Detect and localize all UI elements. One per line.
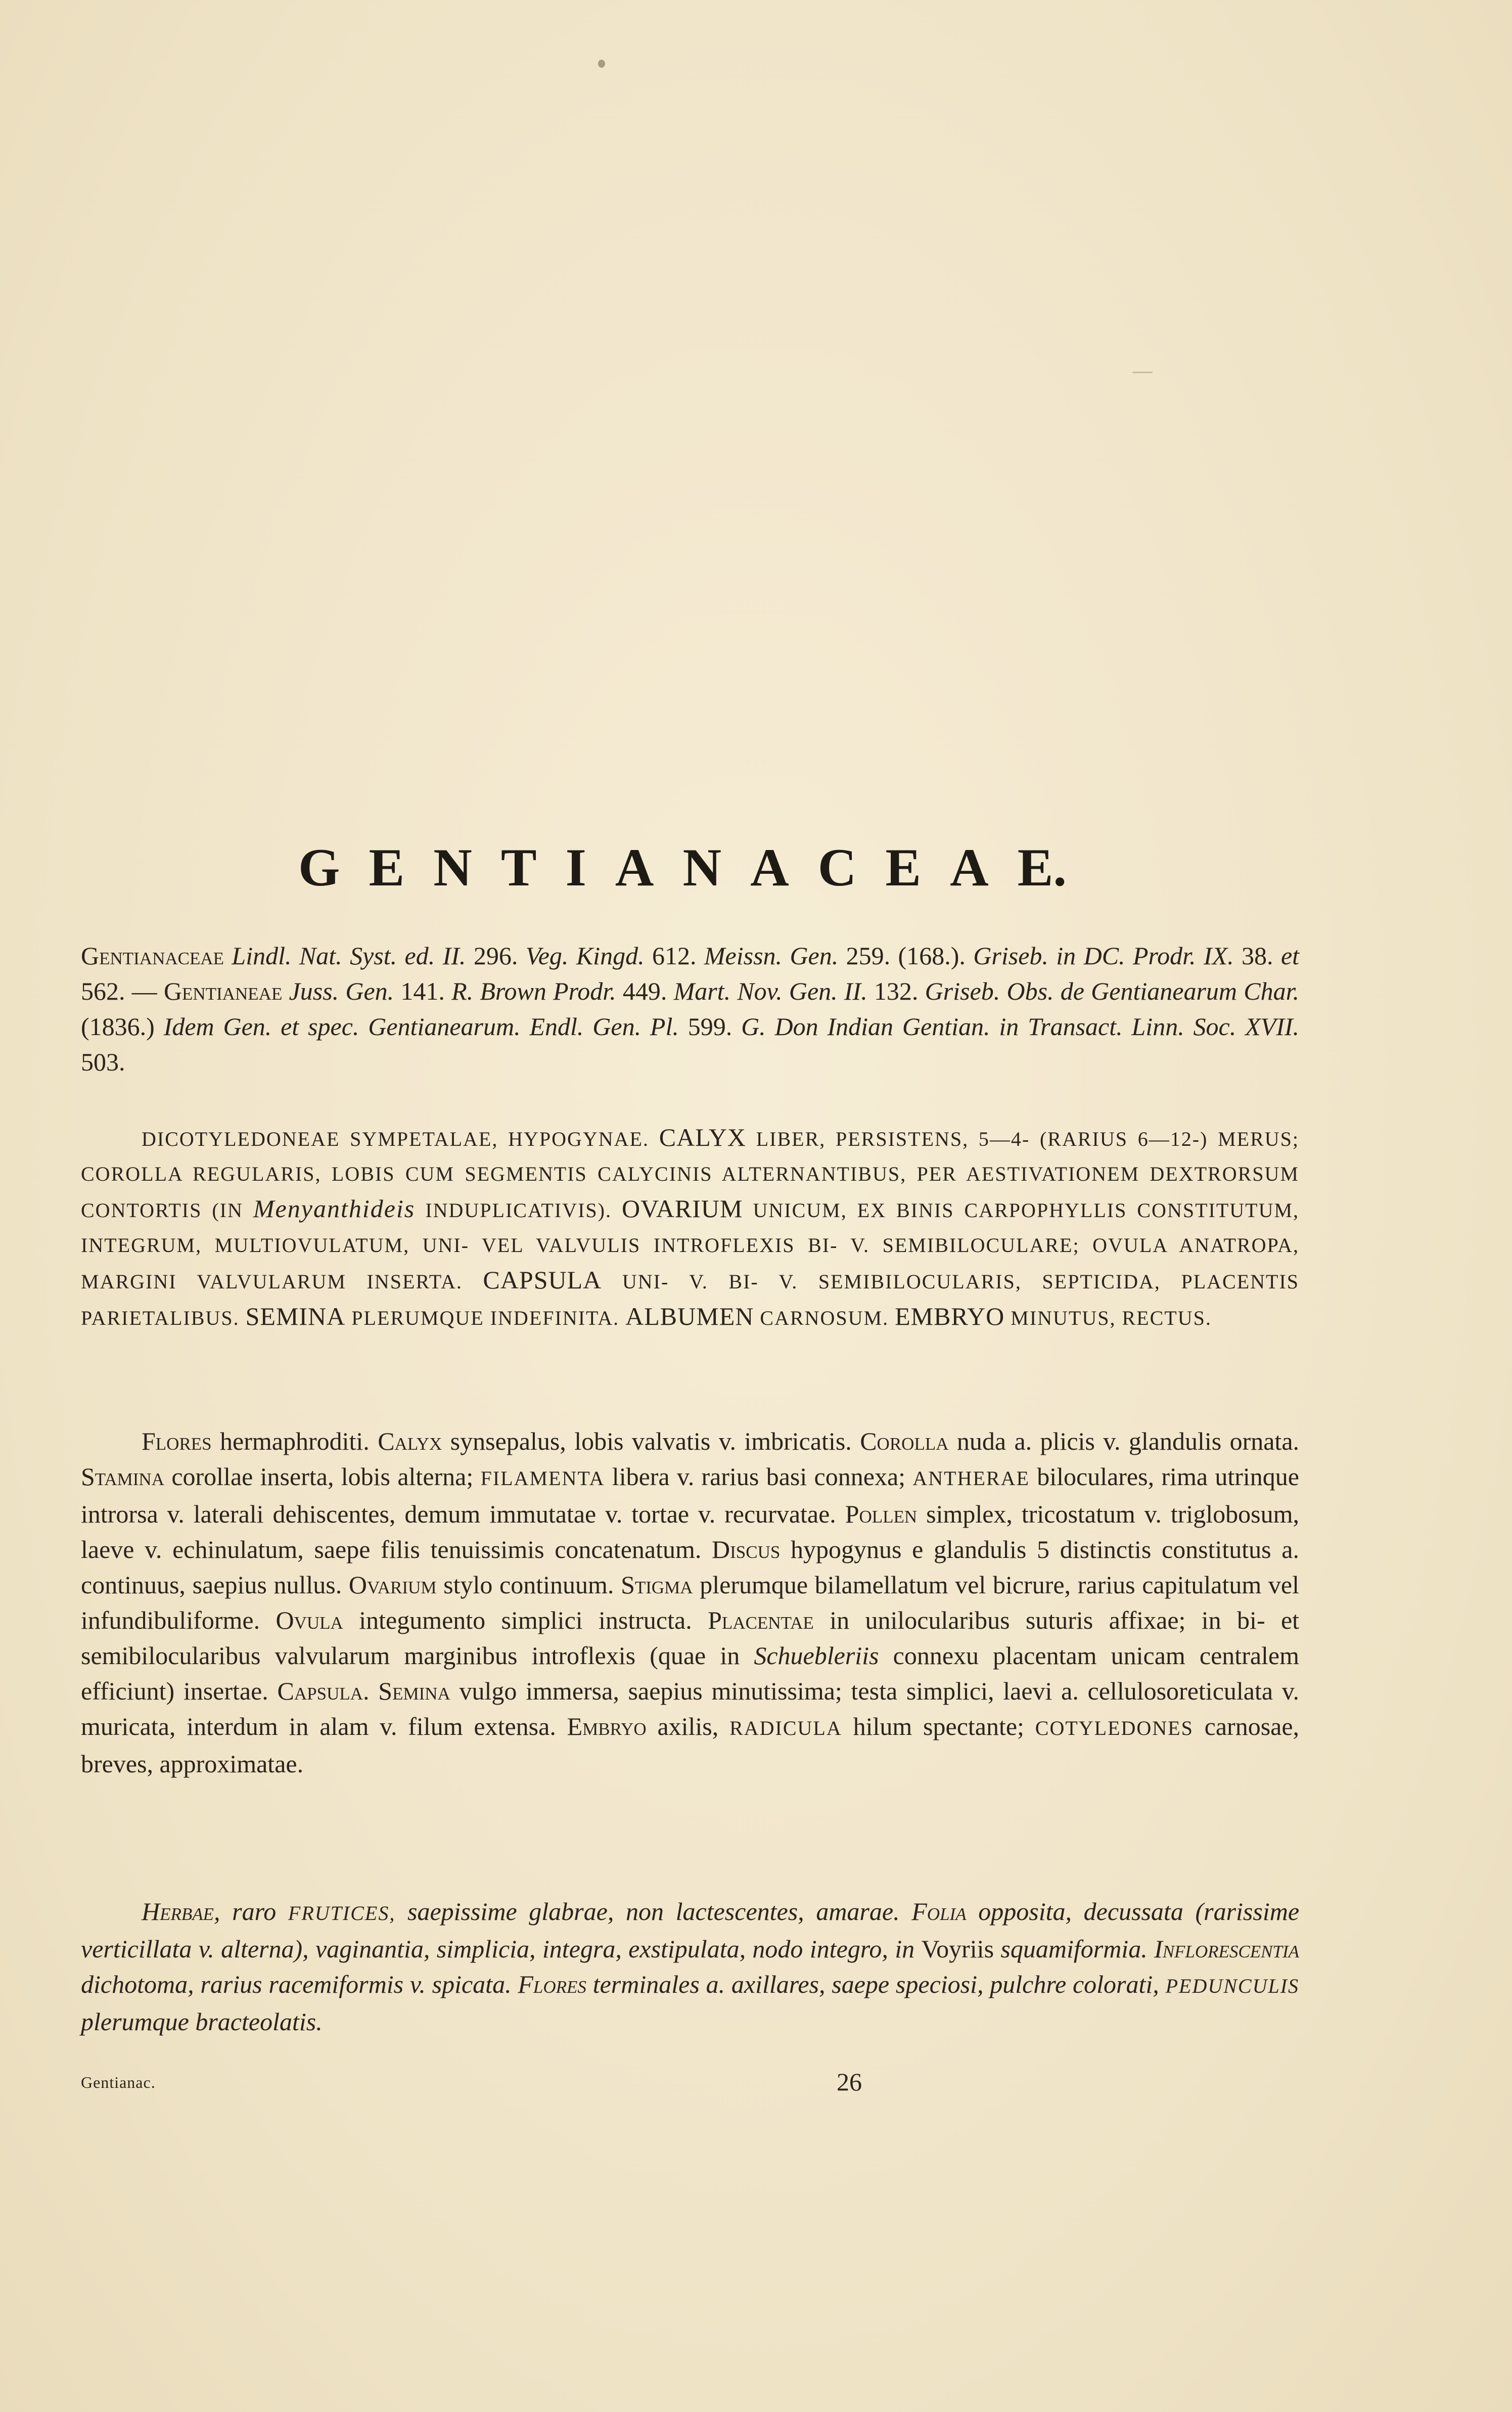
title-letter: E [369, 838, 405, 897]
desc-text: integumento simplici instructa. [359, 1606, 692, 1634]
diag-term: CALYX [659, 1123, 746, 1151]
ref-text: 141. [400, 977, 445, 1005]
desc-text: hilum spectante; [853, 1712, 1024, 1740]
desc-text: connexu placentam unicam centralem efficiunt) insertae. [81, 1641, 1300, 1705]
diag-text: CARNOSUM. [760, 1307, 889, 1329]
title-letter: E. [1017, 838, 1067, 897]
diag-text: UNICUM, EX BINIS CARPOPHYLLIS CONSTITUTUM, INTEGRUM, MULTIOVULATUM, UNI- VEL VALVULIS INTROFLEXIS BI- V. SEMIBILOCULARE; OVULA ANATROPA, MARGINI VALVULARUM INSERTA. [81, 1199, 1300, 1293]
diag-term: SEMINA [245, 1302, 346, 1330]
term: Herbae, [142, 1897, 220, 1926]
ref-italic: Griseb. in DC. Prodr. IX. [973, 942, 1234, 970]
genus-roman: Voyriis [921, 1935, 994, 1963]
term: FILAMENTA [480, 1467, 605, 1490]
habit-text: squamiformia. [1000, 1935, 1148, 1963]
title-letter: A [615, 838, 654, 897]
ref-text: 503. [81, 1048, 125, 1076]
desc-text: corollae inserta, lobis alterna; [171, 1462, 474, 1491]
title-letter: A [950, 838, 989, 897]
title-letter: A [750, 838, 789, 897]
desc-text: vulgo immersa, saepius minutissima; testa simplici, laevi a. cellulosoreticulata v. muricata, interdum in alam v. filum extensa. [81, 1677, 1300, 1740]
ref-italic: Lindl. Nat. Syst. ed. II. [232, 942, 466, 970]
ref-italic: R. Brown Prodr. [451, 977, 616, 1005]
term: Embryo [567, 1712, 647, 1740]
title-letter: N [682, 838, 722, 897]
signature-mark: Gentianac. [81, 2073, 156, 2091]
ref-italic: Idem Gen. et spec. Gentianearum. Endl. Gen. Pl. [163, 1012, 679, 1041]
genus-italic: Schuebleriis [754, 1641, 879, 1670]
habit-text: opposita, decussata (rarissime verticillata v. alterna), vaginantia, simplicia, integra, exstipulata, nodo integro, in [81, 1897, 1300, 1963]
diag-term: EMBRYO [895, 1302, 1005, 1330]
term: Flores [518, 1970, 586, 1998]
title-letter: T [500, 838, 537, 897]
ref-text: 449. [622, 977, 667, 1005]
diag-text: UNI- V. BI- V. SEMIBILOCULARIS, SEPTICIDA, PLACENTIS PARIETALIBUS. [81, 1270, 1300, 1329]
ref-text: (1836.) [81, 1012, 155, 1041]
diag-term: OVARIUM [621, 1194, 743, 1223]
ref-italic: Veg. Kingd. [525, 942, 645, 970]
ref-text: 38. [1242, 942, 1273, 970]
title-letter: C [817, 838, 857, 897]
ref-italic: Griseb. Obs. de Gentianearum Char. [925, 977, 1299, 1005]
family-name: Gentianaceae [81, 942, 224, 970]
term: Corolla [860, 1427, 949, 1455]
diag-term: CAPSULA [483, 1266, 602, 1294]
term: Capsula. [277, 1677, 370, 1705]
term: Stamina [81, 1462, 164, 1491]
term: ANTHERAE [912, 1467, 1030, 1490]
desc-text: hermaphroditi. [220, 1427, 370, 1455]
desc-text: libera v. rarius basi connexa; [612, 1462, 906, 1491]
title-letter: E [885, 838, 922, 897]
term: Pollen [845, 1500, 918, 1528]
term: COTYLEDONES [1035, 1717, 1194, 1739]
diag-text: MINUTUS, RECTUS. [1011, 1307, 1212, 1329]
family-name: Gentianeae [163, 977, 283, 1005]
ref-text: 562. — [81, 977, 157, 1005]
term: PEDUNCULIS [1165, 1975, 1300, 1997]
desc-text: axilis, [657, 1712, 719, 1740]
ref-italic: Mart. Nov. Gen. II. [673, 977, 867, 1005]
term: Semina [378, 1677, 450, 1705]
ink-speck [1132, 372, 1153, 373]
term: Folia [911, 1897, 967, 1926]
desc-text: stylo continuum. [443, 1571, 614, 1599]
desc-text: in unilocularibus suturis affixae; in bi- et semibilocularibus valvularum marginibus introflexis (quae in [81, 1606, 1300, 1670]
literature-references [81, 938, 1299, 1080]
desc-text: carnosae, breves, approximatae. [81, 1712, 1300, 1778]
desc-text: plerumque bilamellatum vel bicrure, rarius capitulatum vel infundibuliforme. [81, 1571, 1300, 1634]
desc-text: synsepalus, lobis valvatis v. imbricatis. [450, 1427, 852, 1455]
desc-text: nuda a. plicis v. glandulis ornata. [956, 1427, 1300, 1455]
diag-italic: Menyanthideis [253, 1194, 416, 1223]
habit-text: raro [232, 1897, 277, 1926]
ink-speck [598, 60, 605, 68]
ref-text: 599. [688, 1012, 732, 1041]
habit-text: saepissime glabrae, non lactescentes, amarae. [407, 1897, 900, 1926]
habit-description [81, 1894, 1299, 2039]
ref-italic: Meissn. Gen. [704, 942, 839, 970]
habit-text: terminales a. axillares, saepe speciosi, pulchre colorati, [592, 1970, 1159, 1998]
term: RADICULA [729, 1717, 842, 1739]
ref-italic: Juss. Gen. [289, 977, 394, 1005]
ref-text: 259. (168.). [846, 942, 966, 970]
title-letter: N [433, 838, 472, 897]
term: Ovula [276, 1606, 343, 1634]
ref-text: 296. [473, 942, 518, 970]
diag-text: DICOTYLEDONEAE SYMPETALAE, HYPOGYNAE. [142, 1128, 649, 1150]
diag-term: ALBUMEN [625, 1302, 754, 1330]
term: Placentae [708, 1606, 814, 1634]
ref-italic: G. Don Indian Gentian. in Transact. Linn. Soc. XVII. [741, 1012, 1299, 1041]
ref-italic: et [1280, 942, 1300, 970]
term: Inflorescentia [1154, 1935, 1300, 1963]
term: Calyx [378, 1427, 442, 1455]
ref-text: 132. [874, 977, 919, 1005]
term: FRUTICES, [288, 1902, 396, 1925]
page-title [298, 837, 1067, 899]
title-letter: I [565, 838, 586, 897]
page-number: 26 [837, 2068, 862, 2096]
habit-text: dichotoma, rarius racemiformis v. spicata. [81, 1970, 512, 1998]
desc-text: hypogynus e glandulis 5 distinctis constitutus a. continuus, saepius nullus. [81, 1535, 1299, 1599]
term: Flores [142, 1427, 212, 1455]
diag-text: INDUPLICATIVIS). [425, 1199, 612, 1222]
diag-text: PLERUMQUE INDEFINITA. [351, 1307, 620, 1329]
diag-text: LIBER, PERSISTENS, 5—4- (RARIUS 6—12-) MERUS; COROLLA REGULARIS, LOBIS CUM SEGMENTIS CALYCINIS ALTERNANTIBUS, PER AESTIVATIONEM DEXTRORSUM CONTORTIS (IN [81, 1128, 1300, 1222]
term: Stigma [621, 1571, 693, 1599]
habit-text: plerumque bracteolatis. [81, 2007, 323, 2036]
family-diagnosis [81, 1120, 1299, 1335]
flower-description [81, 1423, 1299, 1781]
title-letter: G [298, 838, 340, 897]
term: Discus [712, 1535, 781, 1564]
term: Ovarium [348, 1571, 437, 1599]
desc-text: biloculares, rima utrinque introrsa v. laterali dehiscentes, demum immutatae v. tortae v. recurvatae. [81, 1462, 1299, 1528]
desc-text: simplex, tricostatum v. triglobosum, laeve v. echinulatum, saepe filis tenuissimis concatenatum. [81, 1500, 1299, 1564]
ref-text: 612. [652, 942, 697, 970]
